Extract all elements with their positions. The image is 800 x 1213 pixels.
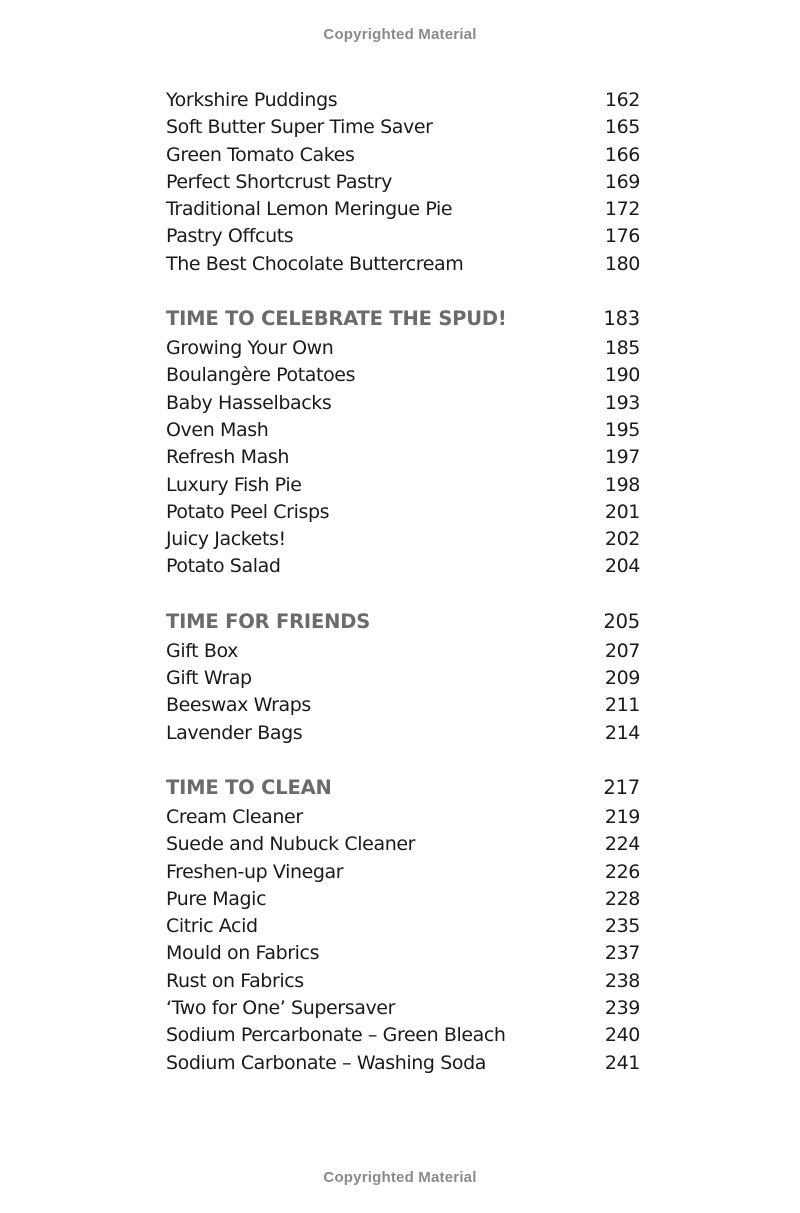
toc-entry-page: 211 (604, 694, 640, 717)
toc-entry (166, 692, 640, 719)
toc-entry (166, 720, 640, 747)
toc-entry-page: 201 (604, 500, 640, 523)
toc-entry-title: Refresh Mash (166, 446, 289, 469)
toc-entry-title: Pastry Offcuts (166, 225, 294, 248)
section-heading-title: TIME TO CLEAN (166, 775, 332, 799)
toc-entry (166, 995, 640, 1022)
toc-section-friends (166, 606, 640, 747)
toc-entry-page: 176 (604, 225, 640, 248)
toc-entry-page: 172 (604, 198, 640, 221)
toc-entry-title: Oven Mash (166, 418, 269, 441)
toc-entry (166, 87, 640, 114)
copyright-watermark-bottom: Copyrighted Material (323, 1169, 477, 1186)
toc-entry (166, 472, 640, 499)
toc-entry-page: 219 (604, 805, 640, 828)
toc-entry-page: 238 (604, 969, 640, 992)
toc-entry-title: Freshen-up Vinegar (166, 860, 344, 883)
toc-entry (166, 968, 640, 995)
section-heading-page: 217 (603, 775, 640, 799)
toc-entry (166, 940, 640, 967)
toc-entry-page: 226 (604, 860, 640, 883)
toc-entry-title: Rust on Fabrics (166, 969, 304, 992)
toc-entry-title: Juicy Jackets! (166, 528, 286, 551)
toc-entry-page: 165 (604, 116, 640, 139)
toc-entry-page: 214 (604, 721, 640, 744)
toc-entry (166, 335, 640, 362)
toc-entry-page: 241 (604, 1051, 640, 1074)
toc-entry-page: 237 (604, 942, 640, 965)
toc-entry-title: Pure Magic (166, 887, 267, 910)
toc-entry (166, 499, 640, 526)
toc-entry-title: Sodium Carbonate – Washing Soda (166, 1051, 486, 1074)
toc-entry-page: 193 (604, 391, 640, 414)
toc-entry (166, 142, 640, 169)
toc-entry-title: ‘Two for One’ Supersaver (166, 997, 395, 1020)
toc-entry-title: Luxury Fish Pie (166, 473, 302, 496)
toc-entry-title: Gift Box (166, 639, 238, 662)
toc-section-clean (166, 772, 640, 1077)
section-heading (166, 606, 640, 638)
toc-entry-title: Growing Your Own (166, 337, 334, 360)
toc-entry-title: Baby Hasselbacks (166, 391, 332, 414)
toc-entry-title: Gift Wrap (166, 667, 252, 690)
copyright-watermark-top: Copyrighted Material (323, 26, 477, 43)
section-heading-page: 183 (603, 307, 640, 331)
toc-entry (166, 886, 640, 913)
toc-entry-title: Citric Acid (166, 915, 258, 938)
toc-intro-entries (166, 87, 640, 278)
toc-entry-page: 180 (604, 252, 640, 275)
toc-entry-title: Cream Cleaner (166, 805, 303, 828)
toc-entry-title: Green Tomato Cakes (166, 143, 355, 166)
toc-entry (166, 526, 640, 553)
toc-entry-title: Potato Peel Crisps (166, 500, 330, 523)
toc-entry-page: 207 (604, 639, 640, 662)
toc-entry-title: Mould on Fabrics (166, 942, 320, 965)
section-heading (166, 772, 640, 804)
toc-entry (166, 665, 640, 692)
toc-entry (166, 553, 640, 580)
toc-entry-title: Traditional Lemon Meringue Pie (166, 198, 453, 221)
toc-entry (166, 859, 640, 886)
section-heading (166, 303, 640, 335)
toc-entry-title: Suede and Nubuck Cleaner (166, 833, 416, 856)
section-heading-page: 205 (603, 609, 640, 633)
toc-entry (166, 417, 640, 444)
toc-entry-title: Yorkshire Puddings (166, 89, 338, 111)
toc-entry-page: 195 (604, 418, 640, 441)
toc-entry (166, 114, 640, 141)
toc-entry-page: 224 (604, 833, 640, 856)
toc-entry (166, 804, 640, 831)
toc-entry (166, 362, 640, 389)
toc-entry-title: Potato Salad (166, 555, 281, 578)
toc-entry (166, 1050, 640, 1077)
toc-entry-page: 190 (604, 364, 640, 387)
toc-entry-title: Soft Butter Super Time Saver (166, 116, 433, 139)
toc-entry-page: 202 (604, 528, 640, 551)
toc-entry (166, 251, 640, 278)
toc-entry (166, 169, 640, 196)
toc-entry-page: 240 (604, 1024, 640, 1047)
toc-entry-title: Boulangère Potatoes (166, 364, 356, 387)
toc-entry (166, 638, 640, 665)
toc-entry-page: 198 (604, 473, 640, 496)
toc-entry-page: 197 (604, 446, 640, 469)
toc-entry-page: 185 (604, 337, 640, 360)
toc-entry-page: 204 (604, 555, 640, 578)
toc-entry (166, 913, 640, 940)
toc-entry-title: Sodium Percarbonate – Green Bleach (166, 1024, 506, 1047)
toc-entry-page: 166 (604, 143, 640, 166)
section-heading-title: TIME FOR FRIENDS (166, 609, 371, 633)
table-of-contents (166, 87, 640, 1077)
toc-entry (166, 831, 640, 858)
toc-entry-title: Beeswax Wraps (166, 694, 311, 717)
toc-entry-page: 228 (604, 887, 640, 910)
toc-entry-title: Perfect Shortcrust Pastry (166, 170, 392, 193)
toc-entry-page: 239 (604, 997, 640, 1020)
toc-entry (166, 223, 640, 250)
toc-entry (166, 390, 640, 417)
toc-entry (166, 1022, 640, 1049)
toc-entry-title: Lavender Bags (166, 721, 303, 744)
toc-entry-page: 169 (604, 170, 640, 193)
toc-entry-page: 162 (604, 89, 640, 111)
toc-entry-page: 209 (604, 667, 640, 690)
section-heading-title: TIME TO CELEBRATE THE SPUD! (166, 307, 507, 331)
toc-entry (166, 196, 640, 223)
toc-section-spud (166, 303, 640, 581)
toc-entry-title: The Best Chocolate Buttercream (166, 252, 464, 275)
toc-entry-page: 235 (604, 915, 640, 938)
toc-entry (166, 444, 640, 471)
